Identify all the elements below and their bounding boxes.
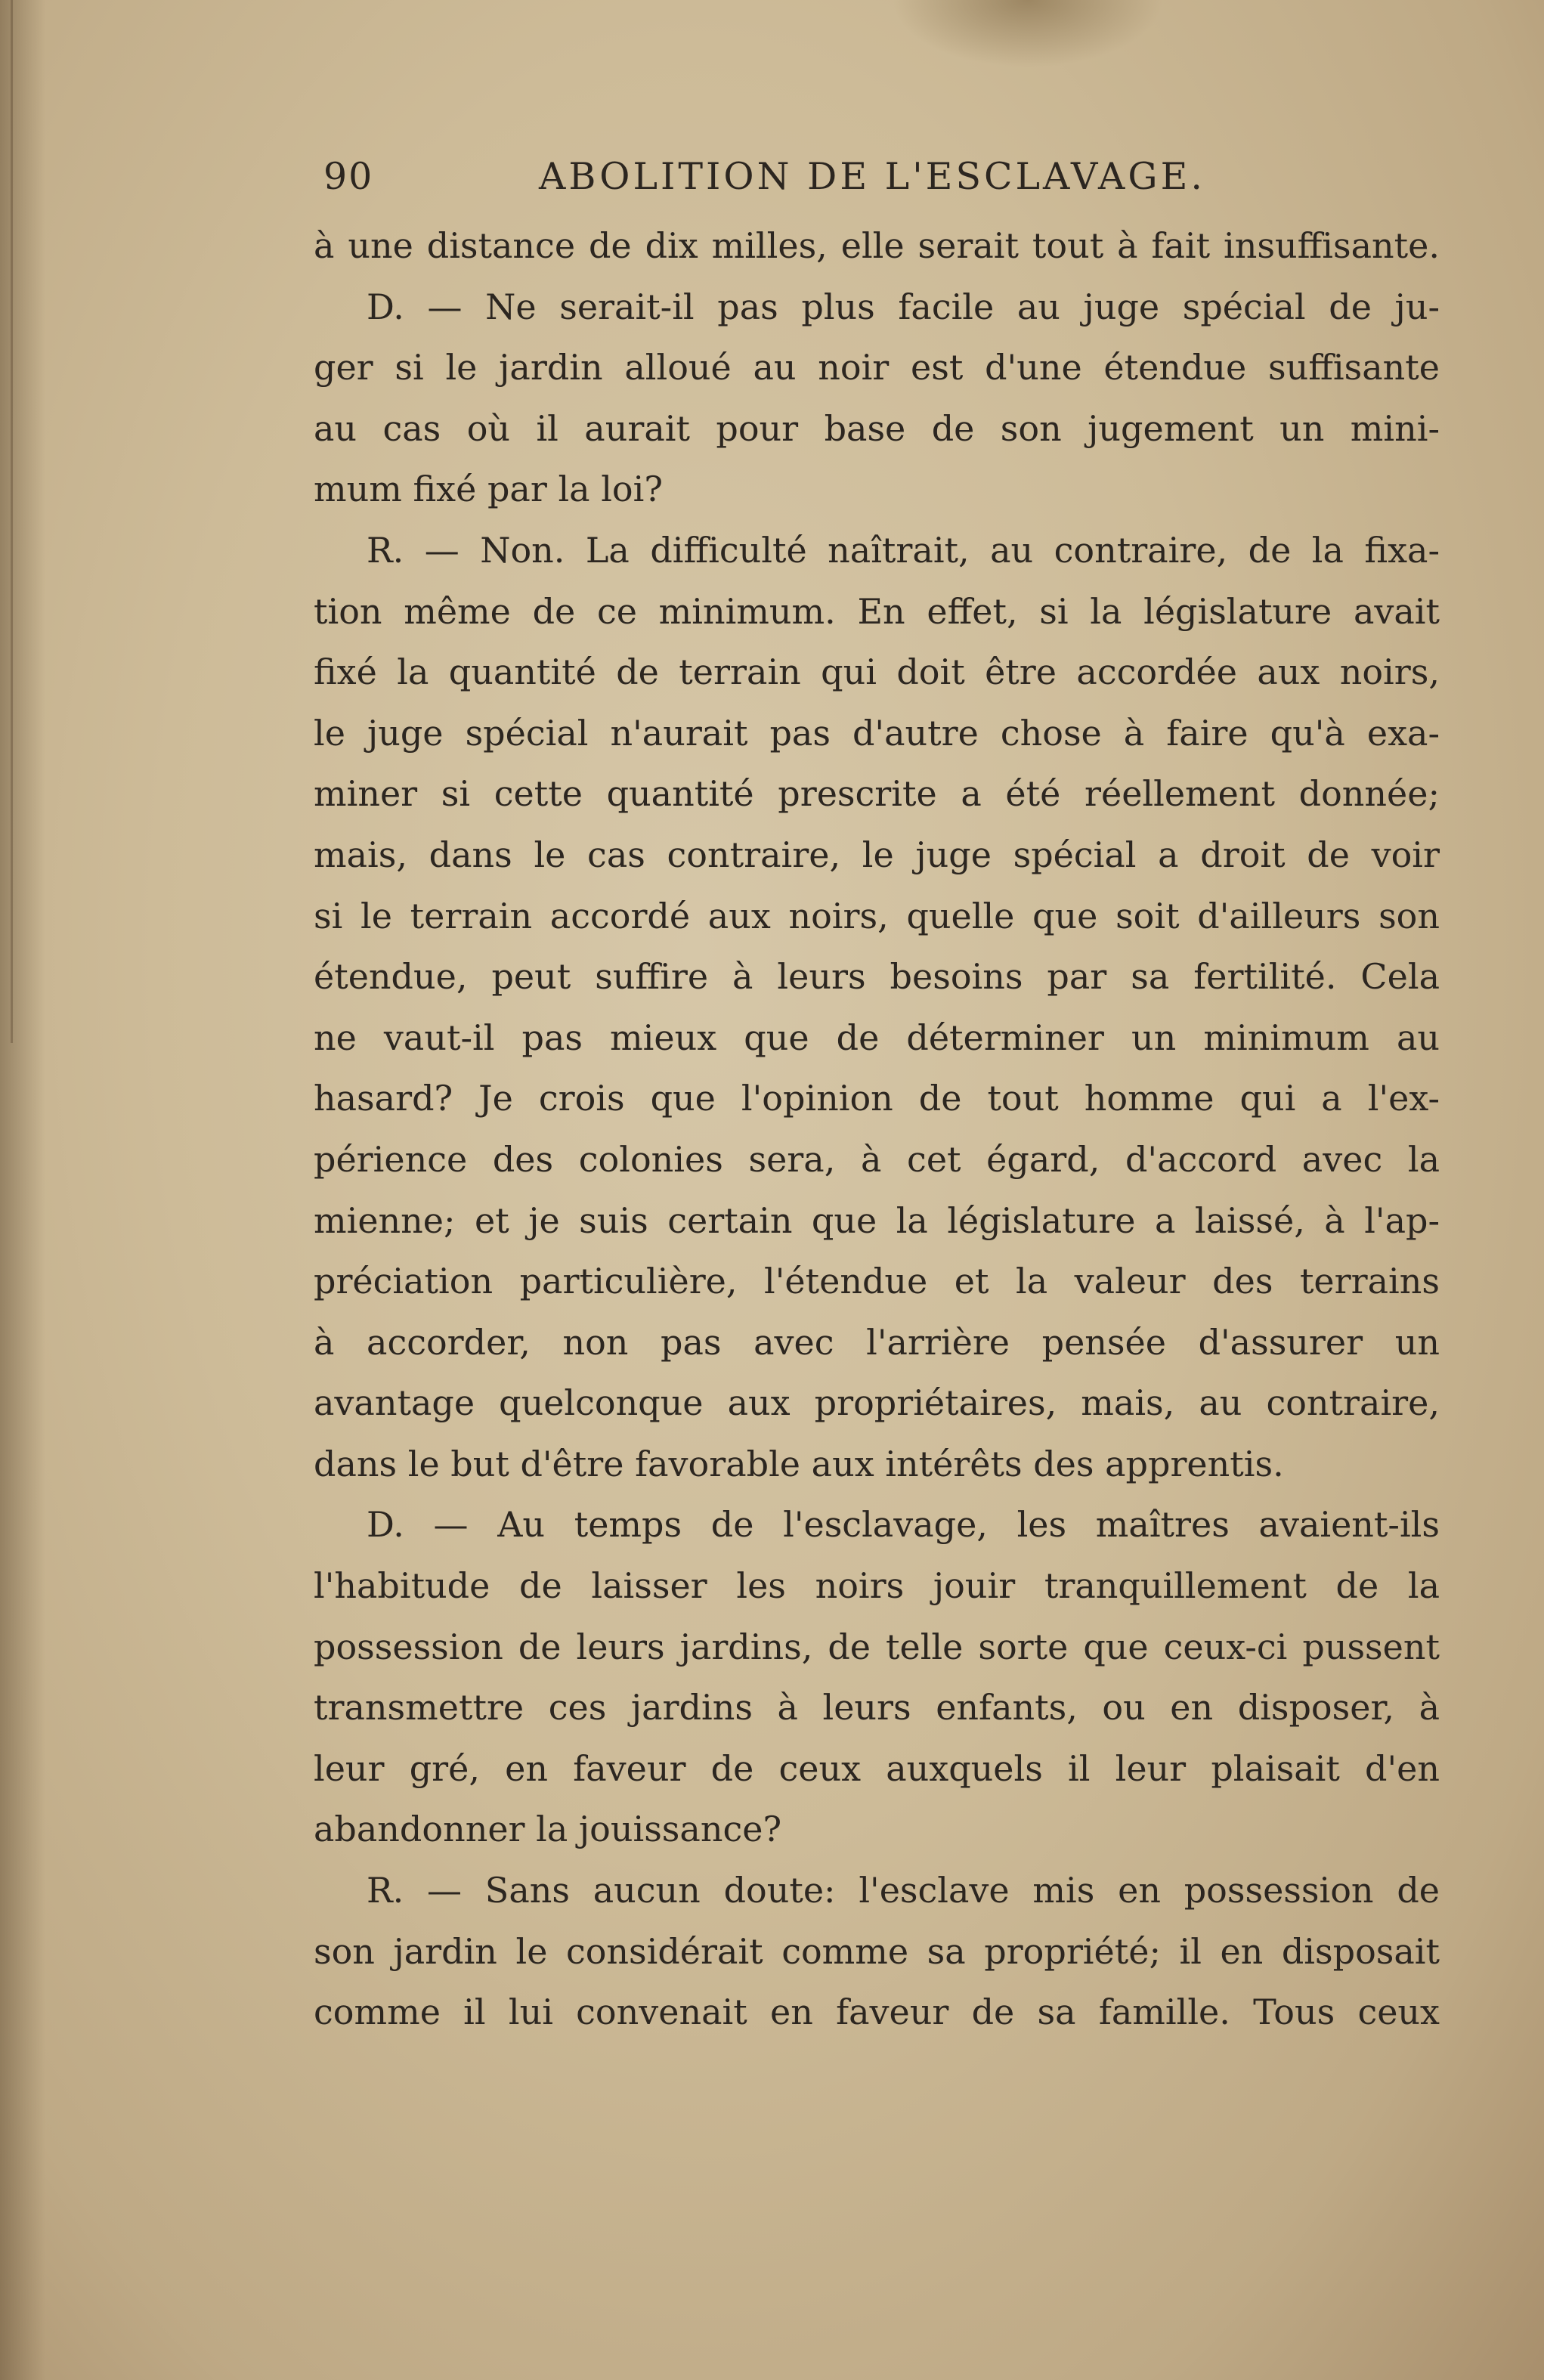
text-line: abandonner la jouissance? <box>314 1809 782 1850</box>
text-line: ne vaut-il pas mieux que de déterminer un minimum au <box>314 1017 1440 1058</box>
text-line: leur gré, en faveur de ceux auxquels il leur plaisait d'en <box>314 1747 1440 1789</box>
text-line: le juge spécial n'aurait pas d'autre chose à faire qu'à exa- <box>314 712 1440 754</box>
text-line: son jardin le considérait comme sa propriété; il en disposait <box>314 1930 1440 1972</box>
text-line: périence des colonies sera, à cet égard, d'accord avec la <box>314 1138 1440 1180</box>
page-edge-shadow <box>0 0 45 2380</box>
text-line: comme il lui convenait en faveur de sa famille. Tous ceux <box>314 1992 1440 2033</box>
text-line: R. — Non. La difficulté naîtrait, au contraire, de la fixa- <box>367 529 1440 571</box>
text-line: à accorder, non pas avec l'arrière pensée d'assurer un <box>314 1321 1440 1363</box>
text-line: mais, dans le cas contraire, le juge spécial a droit de voir <box>314 834 1440 875</box>
text-line: étendue, peut suffire à leurs besoins par sa fertilité. Cela <box>314 956 1440 998</box>
running-title: ABOLITION DE L'ESCLAVAGE. <box>539 155 1205 198</box>
page-header <box>323 155 1245 208</box>
text-line: préciation particulière, l'étendue et la valeur des terrains <box>314 1261 1440 1302</box>
text-line: hasard? Je crois que l'opinion de tout homme qui a l'ex- <box>314 1078 1440 1119</box>
text-line: si le terrain accordé aux noirs, quelle que soit d'ailleurs son <box>314 895 1440 936</box>
text-line: tion même de ce minimum. En effet, si la législature avait <box>314 590 1440 632</box>
text-line: transmettre ces jardins à leurs enfants, ou en disposer, à <box>314 1687 1440 1729</box>
text-line: au cas où il aurait pour base de son jugement un mini- <box>314 407 1440 449</box>
text-line: l'habitude de laisser les noirs jouir tranquillement de la <box>314 1565 1440 1607</box>
text-line: mum fixé par la loi? <box>314 469 663 510</box>
text-line: D. — Ne serait-il pas plus facile au juge spécial de ju- <box>367 286 1440 327</box>
page-number: 90 <box>323 155 374 198</box>
text-line: R. — Sans aucun doute: l'esclave mis en possession de <box>367 1870 1440 1911</box>
body-text <box>314 215 1440 2043</box>
text-line: possession de leurs jardins, de telle sorte que ceux-ci pussent <box>314 1626 1440 1667</box>
text-line: avantage quelconque aux propriétaires, mais, au contraire, <box>314 1382 1440 1424</box>
text-line: dans le but d'être favorable aux intérêts des apprentis. <box>314 1443 1284 1484</box>
text-line: miner si cette quantité prescrite a été réellement donnée; <box>314 773 1440 815</box>
text-line: ger si le jardin alloué au noir est d'une étendue suffisante <box>314 347 1440 388</box>
text-line: fixé la quantité de terrain qui doit être accordée aux noirs, <box>314 651 1440 693</box>
binding-edge-line <box>11 0 13 1043</box>
text-line: D. — Au temps de l'esclavage, les maîtres avaient-ils <box>367 1504 1440 1546</box>
text-line: à une distance de dix milles, elle serait tout à fait insuffisante. <box>314 225 1440 266</box>
paper-stain <box>892 0 1164 68</box>
text-line: mienne; et je suis certain que la législature a laissé, à l'ap- <box>314 1199 1440 1241</box>
